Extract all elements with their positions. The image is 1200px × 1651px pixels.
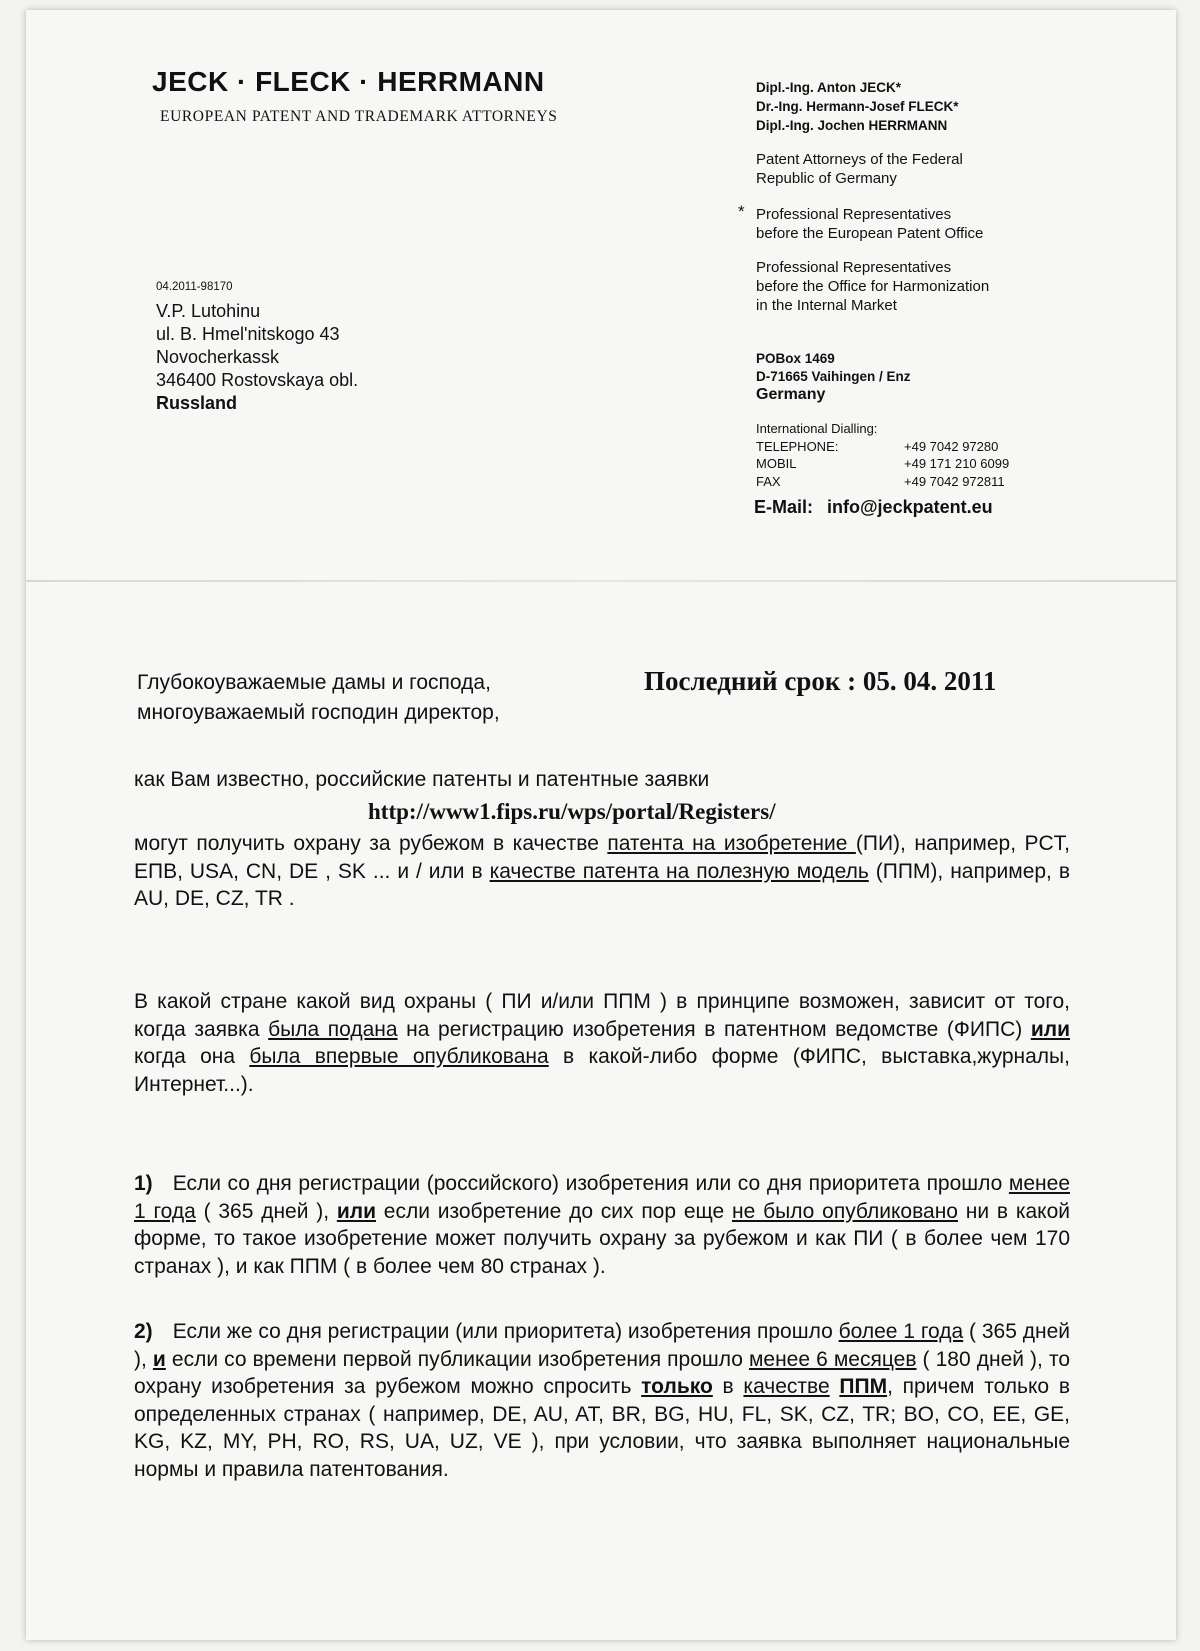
address-line: ul. B. Hmel'nitskogo 43: [156, 324, 340, 344]
contact-block: [756, 420, 1009, 490]
paper-fold-line: [26, 580, 1176, 582]
protection-type-paragraph: В какой стране какой вид охраны ( ПИ и/или ППМ ) в принципе возможен, зависит от того, когда заявка была подана на регистрацию изобретения в патентном ведомстве (ФИПС) или когда она была впервые опубликована в какой-либо форме (ФИПС, выставка,журналы, Интернет...).: [134, 990, 1070, 1096]
reference-number: 04.2011-98170: [156, 281, 233, 293]
partner-name: Dipl.-Ing. Jochen HERRMANN: [756, 118, 948, 133]
point-number: 1): [134, 1172, 153, 1195]
intro-paragraph: могут получить охрану за рубежом в качестве патента на изобретение (ПИ), например, PCT, ЕПВ, USA, CN, DE , SK ... и / или в качестве патента на полезную модель (ППМ), например, в AU, DE, CZ, TR .: [134, 832, 1071, 910]
email-address[interactable]: info@jeckpatent.eu: [827, 497, 993, 517]
recipient-country: Russland: [156, 393, 238, 413]
email-line: [754, 497, 993, 518]
salutation: Глубокоуважаемые дамы и господа, многоуважаемый господин директор,: [137, 671, 500, 724]
dialling-title: International Dialling:: [756, 421, 878, 436]
deadline-heading: Последний срок : 05. 04. 2011: [644, 666, 997, 696]
email-label: E-Mail:: [754, 497, 814, 517]
point-number: 2): [134, 1320, 153, 1343]
partner-name: Dr.-Ing. Hermann-Josef FLECK*: [756, 99, 959, 114]
intro-line: как Вам известно, российские патенты и патентные заявки: [134, 768, 710, 791]
epo-representatives-note: Professional Representatives before the European Patent Office: [756, 206, 984, 242]
contact-row: FAX +49 7042 972811: [756, 473, 1005, 489]
condition-point-1: 1) Если со дня регистрации (российского) изобретения или со дня приоритета прошло менее 1 года ( 365 дней ), или если изобретение до сих пор еще не было опубликовано ни в какой форме, то такое изобретение может получить охрану за рубежом и как ПИ ( в более чем 170 странах ), и как ППМ ( в более чем 80 странах ).: [134, 1172, 1070, 1278]
condition-point-2: 2) Если же со дня регистрации (или приоритета) изобретения прошло более 1 года ( 365 дней ), и если со времени первой публикации изобретения прошло менее 6 месяцев ( 180 дней ), то охрану изобретения за рубежом можно спросить только в качестве ППМ, причем только в определенных странах ( например, DE, AU, AT, BR, BG, HU, FL, SK, CZ, TR; BO, CO, EE, GE, KG, KZ, MY, PH, RO, RS, UA, UZ, VE ), при условии, что заявка выполняет национальные нормы и правила патентования.: [134, 1320, 1071, 1481]
recipient-address: [156, 300, 358, 415]
address-line: 346400 Rostovskaya obl.: [156, 370, 359, 390]
address-line: V.P. Lutohinu: [156, 301, 261, 321]
partner-name: Dipl.-Ing. Anton JECK*: [756, 80, 901, 95]
firm-name: JECK · FLECK · HERRMANN: [152, 66, 545, 97]
patent-attorneys-note: Patent Attorneys of the Federal Republic of Germany: [756, 151, 963, 187]
firm-subtitle: EUROPEAN PATENT AND TRADEMARK ATTORNEYS: [160, 108, 558, 125]
sender-address: POBox 1469 D-71665 Vaihingen / Enz Germany: [756, 351, 911, 403]
contact-row: MOBIL +49 171 210 6099: [756, 456, 1010, 471]
sender-country: Germany: [756, 386, 826, 403]
asterisk-marker: *: [738, 202, 745, 221]
contact-row: TELEPHONE: +49 7042 97280: [756, 438, 999, 454]
ohim-representatives-note: Professional Representatives before the Office for Harmonization in the Internal Market: [756, 259, 990, 314]
address-line: Novocherkassk: [156, 347, 280, 367]
partner-list: [756, 78, 959, 135]
registers-url[interactable]: http://www1.fips.ru/wps/portal/Registers/: [368, 799, 776, 824]
